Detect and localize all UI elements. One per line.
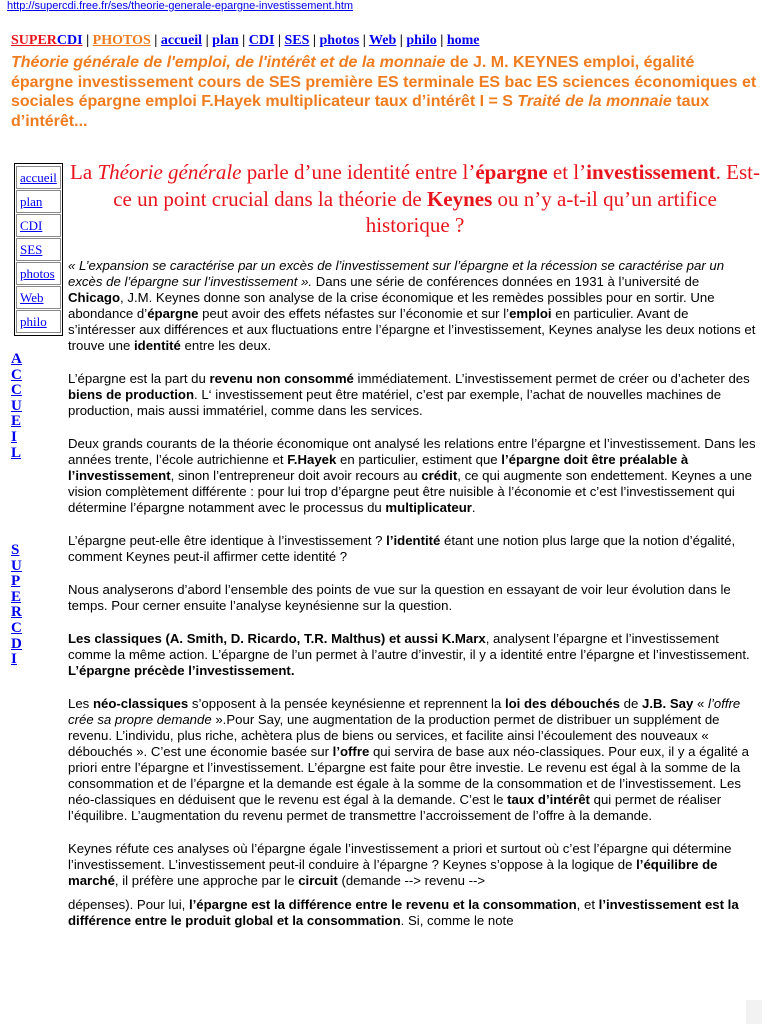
text: peut avoir des effets néfastes sur l’économie et sur l’: [198, 306, 510, 321]
vertical-letter: C: [11, 382, 22, 399]
header-treatise-title: Traité de la monnaie: [517, 93, 672, 110]
vertical-letter: R: [11, 604, 22, 621]
text: entre les deux.: [180, 338, 272, 353]
vertical-letter: A: [11, 351, 22, 367]
bold-text: multiplicateur: [385, 500, 472, 515]
text: de: [620, 696, 643, 711]
topnav-accueil-link[interactable]: accueil: [160, 33, 203, 48]
text: Deux grands courants de la théorie économique ont analysé les relations entre l’épargne et l’investissement. Dans les années trente, l’école autrichienne et: [68, 436, 756, 467]
bold-text: circuit: [298, 873, 338, 888]
sidenav-philo-link[interactable]: philo: [16, 310, 61, 333]
bold-text: l’identité: [386, 533, 441, 548]
text: L’épargne est la part du: [68, 371, 210, 386]
bold-text: l’épargne doit être préalable à l’investissement: [68, 452, 689, 483]
topnav-philo-link[interactable]: philo: [406, 33, 437, 48]
vertical-letter: C: [11, 619, 22, 636]
text: . L‘ investissement peut être matériel, c’est par exemple, l’achat de nouvelles machines de production, mais aussi immatériel, comme dans les services.: [68, 387, 722, 418]
title-text: parle d’une identité entre l’: [241, 160, 476, 184]
text: s’opposent à la pensée keynésienne et reprennent la: [188, 696, 505, 711]
bold-text: l’épargne est la différence entre le revenu et la consommation: [188, 897, 577, 912]
text: (demande --> revenu -->: [337, 873, 486, 888]
paragraph: [68, 841, 758, 889]
paragraph: [68, 371, 758, 419]
bold-text: Chicago: [68, 290, 121, 305]
title-keyword: épargne: [475, 160, 548, 184]
topnav-web-link[interactable]: Web: [369, 33, 397, 48]
text: , ce qui augmente son endettement. Keynes a une vision complètement différente : pour lui trop d’épargne peut être nuisible à l’économie et c’est l’investissement qui détermine l’épargne notamment avec le processus du: [68, 468, 752, 515]
separator: |: [154, 33, 158, 48]
article-body: [68, 258, 758, 946]
title-text: ou n’y a-t-il qu’un artifice historique ?: [365, 186, 717, 237]
text: étant une notion plus large que la notion d’égalité, comment Keynes peut-il affirmer cette identité ?: [68, 533, 736, 564]
text: , J.M. Keynes donne son analyse de la crise économique et les remèdes possibles pour en sortir. Une abondance d’: [68, 290, 715, 321]
bold-text: crédit: [421, 468, 458, 483]
page-url[interactable]: http://supercdi.free.fr/ses/theorie-generale-epargne-investissement.htm: [7, 0, 354, 12]
bold-text: emploi: [509, 306, 552, 321]
vertical-letter: L: [11, 444, 22, 461]
vertical-letter: I: [11, 428, 17, 445]
topnav-ses-link[interactable]: SES: [284, 33, 310, 48]
vertical-letter: C: [11, 366, 22, 383]
header-keywords-end: taux d’intérêt...: [11, 93, 710, 130]
sidenav-ses-link[interactable]: SES: [16, 238, 61, 261]
text: Les: [68, 696, 93, 711]
italic-text: l’offre crée sa propre demande: [68, 696, 741, 727]
separator: |: [440, 33, 444, 48]
quote: « L’expansion se caractérise par un excès de l’investissement sur l’épargne et la récession se caractérise par un excès de l’épargne sur l’investissement ».: [68, 258, 725, 289]
side-navigation: [14, 163, 63, 336]
text: Dans une série de conférences données en 1931 à l’université de: [312, 274, 700, 289]
supercdi-part-1: SUPER: [11, 33, 57, 48]
vertical-letter: I: [11, 651, 17, 668]
text: , analysent l’épargne et l’investissement comme la même action. L’épargne de l’un permet à l’autre d’investir, il y a identité entre l’épargne et l’investissement.: [68, 631, 750, 662]
text: dépenses). Pour lui,: [68, 897, 189, 912]
page-title: [70, 159, 760, 239]
vertical-letter: P: [11, 573, 21, 590]
vertical-letter: S: [11, 542, 20, 558]
bold-text: biens de production: [68, 387, 195, 402]
text: qui servira de base aux néo-classiques. Pour eux, il y a égalité a priori entre l’épargne et l’investissement. L’épargne est faite pour être investie. Le revenu est égal à la somme de la consommation et de l’épargne et la demande est égale à la somme de la consommation et de l’investissement. Les néo-classiques en déduisent que le revenu est égal à la demande. C’est le: [68, 744, 750, 807]
title-keyword: Keynes: [426, 186, 493, 211]
header-keywords: de J. M. KEYNES emploi, égalité épargne investissement cours de SES première ES terminale ES bac ES sciences économiques et sociales épargne emploi F.Hayek multiplicateur taux d’intérêt I = S: [11, 54, 757, 110]
text: «: [693, 696, 709, 711]
text: , sinon l’entrepreneur doit avoir recours au: [170, 468, 422, 483]
bold-text: loi des débouchés: [504, 696, 621, 711]
separator: |: [399, 33, 403, 48]
bold-text: J.B. Say: [642, 696, 694, 711]
topnav-photos-link[interactable]: PHOTOS: [92, 33, 151, 48]
title-book: Théorie générale: [97, 160, 242, 184]
text: Keynes réfute ces analyses où l’épargne égale l’investissement a priori et surtout où c’est l’épargne qui détermine l’investissement. L’investissement peut-il conduire à l’épargne ? Keynes s’oppose à la logique de: [68, 841, 732, 872]
paragraph: [68, 436, 758, 516]
topnav-home-link[interactable]: home: [446, 33, 480, 48]
text: .: [471, 500, 476, 515]
separator: |: [242, 33, 246, 48]
page-keywords-header: [11, 53, 761, 131]
separator: |: [205, 33, 209, 48]
bold-text: l’investissement est la différence entre le produit global et la consommation: [68, 897, 739, 928]
sidenav-cdi-link[interactable]: CDI: [16, 214, 61, 237]
separator: |: [312, 33, 317, 48]
bold-text: épargne: [147, 306, 199, 321]
bold-text: revenu non consommé: [209, 371, 354, 386]
topnav-supercdi-link[interactable]: [11, 33, 83, 48]
paragraph: [68, 696, 758, 824]
supercdi-part-2: CDI: [56, 33, 83, 48]
text: immédiatement. L’investissement permet de créer ou d’acheter des: [353, 371, 750, 386]
title-keyword: investissement: [586, 160, 716, 184]
paragraph: [68, 533, 758, 565]
separator: |: [86, 33, 90, 48]
paragraph: Nous analyserons d’abord l’ensemble des points de vue sur la question en essayant de voir leur évolution dans le temps. Pour cerner ensuite l’analyse keynésienne sur la question.: [68, 582, 731, 613]
header-book-title: Théorie générale de l'emploi, de l'intérêt et de la monnaie: [11, 54, 446, 71]
text: ».Pour Say, une augmentation de la production permet de distribuer un supplément de revenu. L’individu, plus riche, achètera plus de biens ou services, et facilite ainsi l’écoulement des nouveaux « débouchés ». C’est une économie basée sur: [68, 712, 720, 759]
title-text: . Est-ce un point crucial dans la théorie de: [113, 160, 760, 211]
bold-text: identité: [133, 338, 181, 353]
bold-text: F.Hayek: [287, 452, 337, 467]
bold-text: taux d’intérêt: [507, 792, 590, 807]
text: . Si, comme le note: [400, 913, 514, 928]
vertical-letter: D: [11, 635, 22, 652]
text: , il préfère une approche par le: [114, 873, 299, 888]
bold-text: Les classiques (A. Smith, D. Ricardo, T.R. Malthus) et aussi K.Marx: [68, 631, 486, 646]
text: en particulier. Avant de s’intéresser aux différences et aux fluctuations entre l’épargne et l’investissement, Keynes analyse les deux notions et trouve une: [68, 306, 756, 353]
vertical-letter: U: [11, 397, 22, 414]
paragraph: [68, 631, 758, 679]
topnav-cdi-link[interactable]: CDI: [248, 33, 275, 48]
vertical-letter: E: [11, 413, 22, 430]
vertical-letter: E: [11, 588, 22, 605]
bold-text: l’équilibre de marché: [68, 857, 718, 888]
bold-text: L’épargne précède l’investissement.: [68, 663, 295, 678]
vertical-accueil-link[interactable]: [11, 352, 27, 461]
topnav-photos-lower-link[interactable]: photos: [319, 33, 360, 48]
title-text: et l’: [547, 160, 587, 184]
title-text: La: [70, 160, 98, 184]
sidenav-plan-link[interactable]: plan: [16, 190, 61, 213]
text: en particulier, estiment que: [336, 452, 502, 467]
vertical-letter: U: [11, 557, 22, 574]
separator: |: [362, 33, 366, 48]
vertical-supercdi-link[interactable]: [11, 543, 27, 668]
top-navigation: [11, 33, 480, 49]
bold-text: néo-classiques: [92, 696, 189, 711]
sidenav-web-link[interactable]: Web: [16, 286, 61, 309]
paragraph: [68, 258, 758, 354]
text: , et: [576, 897, 599, 912]
separator: |: [277, 33, 281, 48]
paragraph: [68, 897, 758, 929]
sidenav-accueil-link[interactable]: accueil: [16, 166, 61, 189]
scroll-indicator: [746, 1000, 762, 1024]
topnav-plan-link[interactable]: plan: [212, 33, 239, 48]
bold-text: l’offre: [332, 744, 370, 759]
sidenav-photos-link[interactable]: photos: [16, 262, 61, 285]
text: L’épargne peut-elle être identique à l’investissement ?: [68, 533, 387, 548]
text: qui permet de réaliser l’équilibre. L’augmentation du revenu permet de transmettre l’accroissement de l’offre à la demande.: [68, 792, 722, 823]
